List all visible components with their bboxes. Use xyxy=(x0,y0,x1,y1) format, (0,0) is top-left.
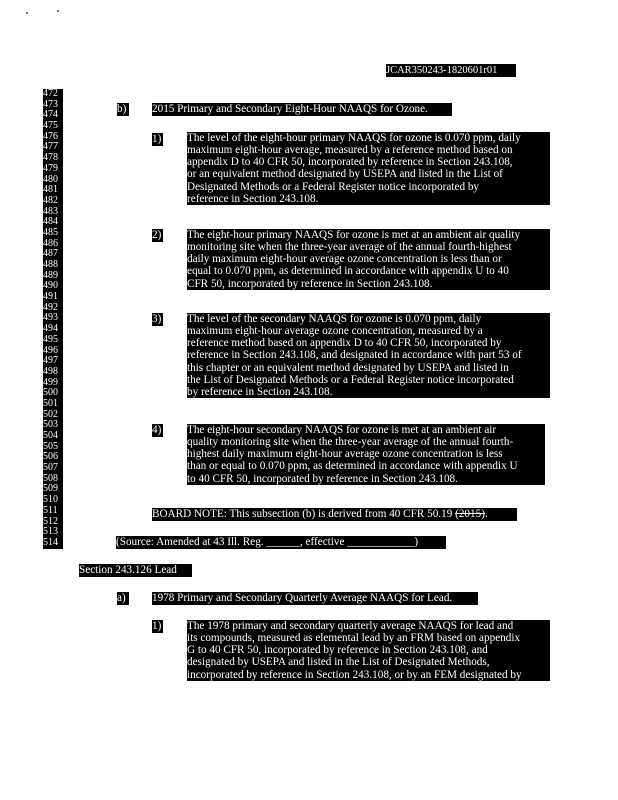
item-a1-label: 1) xyxy=(152,620,162,632)
line-number: 494 xyxy=(43,324,58,335)
line-number: 502 xyxy=(43,409,58,420)
subsection-b-heading: 2015 Primary and Secondary Eight-Hour NAAQS for Ozone. xyxy=(152,103,452,116)
line-number: 485 xyxy=(43,227,58,238)
line-number: 495 xyxy=(43,334,58,345)
line-number: 483 xyxy=(43,206,58,217)
item-b2-label: 2) xyxy=(152,229,162,241)
line-number: 506 xyxy=(43,452,58,463)
line-number-column xyxy=(43,89,63,549)
line-number: 514 xyxy=(43,537,58,548)
line-number: 511 xyxy=(43,505,58,516)
source-note: (Source: Amended at 43 Ill. Reg. ______, effective ____________) xyxy=(116,536,446,549)
line-number: 493 xyxy=(43,313,58,324)
line-number: 498 xyxy=(43,366,58,377)
line-number: 509 xyxy=(43,484,58,495)
line-number: 508 xyxy=(43,473,58,484)
item-b3-text: The level of the secondary NAAQS for ozone is 0.070 ppm, daily maximum eight-hour average ozone concentration, measured by a reference method based on appendix D to 40 CFR 50, incorporated by reference in Section 243.108, and designated in accordance with part 53 of this chapter or an equivalent method designated by USEPA and listed in the List of Designated Methods or a Federal Register notice incorporated by reference in Section 243.108. xyxy=(187,313,550,398)
item-b4-text: The eight-hour secondary NAAQS for ozone is met at an ambient air quality monitoring site when the three-year average of the annual fourth- highest daily maximum eight-hour average ozone concentration is less than or equal to 0.070 ppm, as determined in accordance with appendix U to 40 CFR 50, incorporated by reference in Section 243.108. xyxy=(187,424,545,485)
subsection-a-label: a) xyxy=(117,592,129,605)
board-note xyxy=(152,508,517,521)
subsection-b-label: b) xyxy=(117,103,129,116)
section-heading: Section 243.126 Lead xyxy=(79,564,192,577)
line-number: 486 xyxy=(43,238,58,249)
item-b1-label: 1) xyxy=(152,133,162,145)
board-note-struck: (2015) xyxy=(455,508,485,520)
board-note-text: BOARD NOTE: This subsection (b) is derived from 40 CFR 50.19 xyxy=(152,508,456,520)
line-number: 499 xyxy=(43,377,58,388)
line-number: 487 xyxy=(43,249,58,260)
line-number: 512 xyxy=(43,516,58,527)
scan-speck xyxy=(57,10,59,12)
line-number: 478 xyxy=(43,153,58,164)
line-number: 513 xyxy=(43,527,58,538)
line-number: 489 xyxy=(43,270,58,281)
line-number: 491 xyxy=(43,292,58,303)
line-number: 479 xyxy=(43,163,58,174)
item-b3-label: 3) xyxy=(152,313,162,325)
line-number: 504 xyxy=(43,431,58,441)
line-number: 501 xyxy=(43,398,58,409)
scan-speck xyxy=(26,12,28,14)
board-note-period: . xyxy=(484,508,488,520)
line-number: 482 xyxy=(43,195,58,206)
line-number: 472 xyxy=(43,89,58,99)
line-number: 481 xyxy=(43,185,58,196)
line-number: 496 xyxy=(43,345,58,356)
item-b1-text: The level of the eight-hour primary NAAQS for ozone is 0.070 ppm, daily maximum eight-hour average, measured by a reference method based on appendix D to 40 CFR 50, incorporated by reference in Section 243.108, or an equivalent method designated by USEPA and listed in the List of Designated Methods or a Federal Register notice incorporated by reference in Section 243.108. xyxy=(187,132,550,205)
line-number: 497 xyxy=(43,356,58,367)
line-number: 503 xyxy=(43,420,58,431)
line-number: 473 xyxy=(43,99,58,110)
item-b4-label: 4) xyxy=(152,424,162,436)
item-b2-text: The eight-hour primary NAAQS for ozone is met at an ambient air quality monitoring site when the three-year average of the annual fourth-highest daily maximum eight-hour average ozone concentration is less than or equal to 0.070 ppm, as determined in accordance with appendix U to 40 CFR 50, incorporated by reference in Section 243.108. xyxy=(187,229,550,290)
line-number: 488 xyxy=(43,260,58,270)
line-number: 492 xyxy=(43,302,58,313)
line-number: 505 xyxy=(43,441,58,452)
line-number: 474 xyxy=(43,110,58,121)
line-number: 480 xyxy=(43,174,58,185)
subsection-a-heading: 1978 Primary and Secondary Quarterly Average NAAQS for Lead. xyxy=(152,592,478,605)
line-number: 475 xyxy=(43,121,58,132)
item-a1-text: The 1978 primary and secondary quarterly average NAAQS for lead and its compounds, measured as elemental lead by an FRM based on appendix G to 40 CFR 50, incorporated by reference in Section 243.108, and designated by USEPA and listed in the List of Designated Methods, incorporated by reference in Section 243.108, or by an FEM designated by xyxy=(187,620,550,681)
line-number: 484 xyxy=(43,217,58,228)
line-number: 477 xyxy=(43,142,58,153)
doc-id-header: JCAR350243-1820601r01 xyxy=(386,64,516,77)
line-number: 500 xyxy=(43,388,58,399)
line-number: 507 xyxy=(43,463,58,474)
line-number: 490 xyxy=(43,281,58,292)
line-number: 476 xyxy=(43,131,58,142)
line-number: 510 xyxy=(43,495,58,506)
